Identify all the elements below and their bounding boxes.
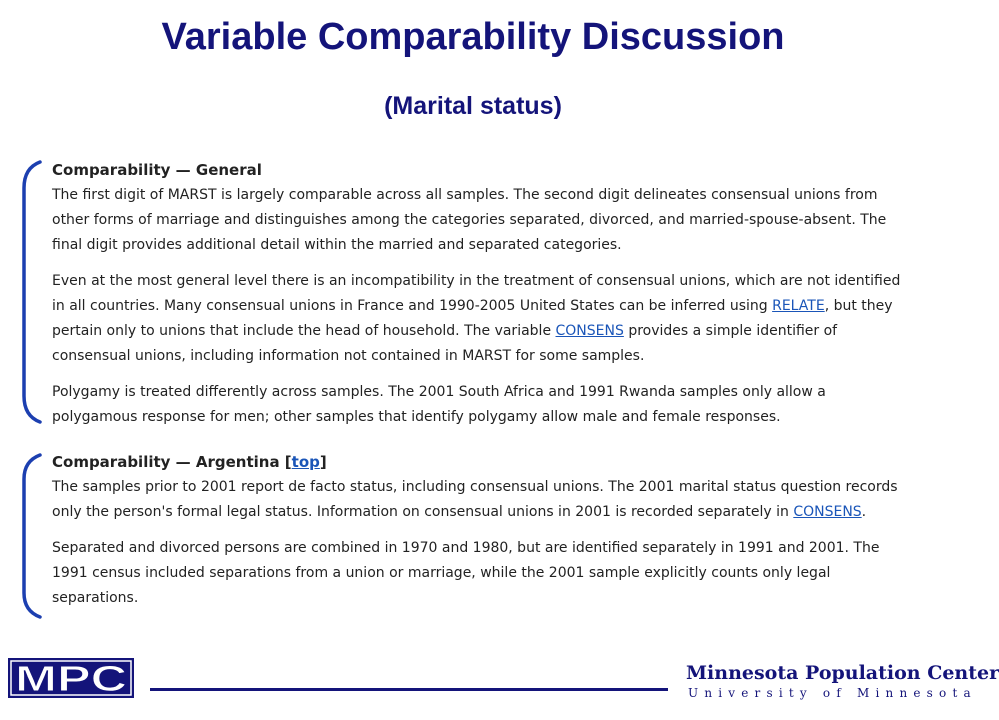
left-bracket-decoration [18,451,44,621]
relate-link[interactable]: RELATE [772,298,825,314]
university-name: University of Minnesota [688,686,977,700]
center-name: Minnesota Population Center [686,662,999,684]
argentina-paragraph: The samples prior to 2001 report de facto status, including consensual unions. The 2001 marital status question records only the person's formal legal status. Information on consensual unions in 2001 is recorded separately in CONSENS. [52,479,898,520]
general-paragraph: The first digit of MARST is largely comparable across all samples. The second digit delineates consensual unions from other forms of marriage and distinguishes among the categories separated, divorced, and married-spouse-absent. The final digit provides additional detail within the married and separated categories. [52,187,887,253]
footer-divider [150,688,668,691]
comparability-general-section [52,160,912,441]
section-heading-argentina: Comparability — Argentina [top] [52,453,327,471]
left-bracket-decoration [18,158,44,426]
slide-title: Variable Comparability Discussion [161,16,785,58]
argentina-paragraph: Separated and divorced persons are combined in 1970 and 1980, but are identified separately in 1991 and 2001. The 1991 census included separations from a union or marriage, while the 2001 sample explicitly counts only legal separations. [52,540,880,606]
general-paragraph: Even at the most general level there is an incompatibility in the treatment of consensual unions, which are not identified in all countries. Many consensual unions in France and 1990-2005 United States can be inferred using RELATE, but they pertain only to unions that include the head of household. The variable CONSENS provides a simple identifier of consensual unions, including information not contained in MARST for some samples. [52,273,901,364]
mpc-logo-text: MPC [15,658,127,699]
section-heading-general: Comparability — General [52,161,262,179]
consens-link[interactable]: CONSENS [555,323,624,339]
consens-link[interactable]: CONSENS [793,504,862,520]
comparability-argentina-section [52,452,912,622]
mpc-logo [8,658,134,698]
slide-subtitle: (Marital status) [384,92,562,120]
top-link[interactable]: top [291,453,320,471]
general-paragraph: Polygamy is treated differently across samples. The 2001 South Africa and 1991 Rwanda samples only allow a polygamous response for men; other samples that identify polygamy allow male and female responses. [52,384,826,425]
